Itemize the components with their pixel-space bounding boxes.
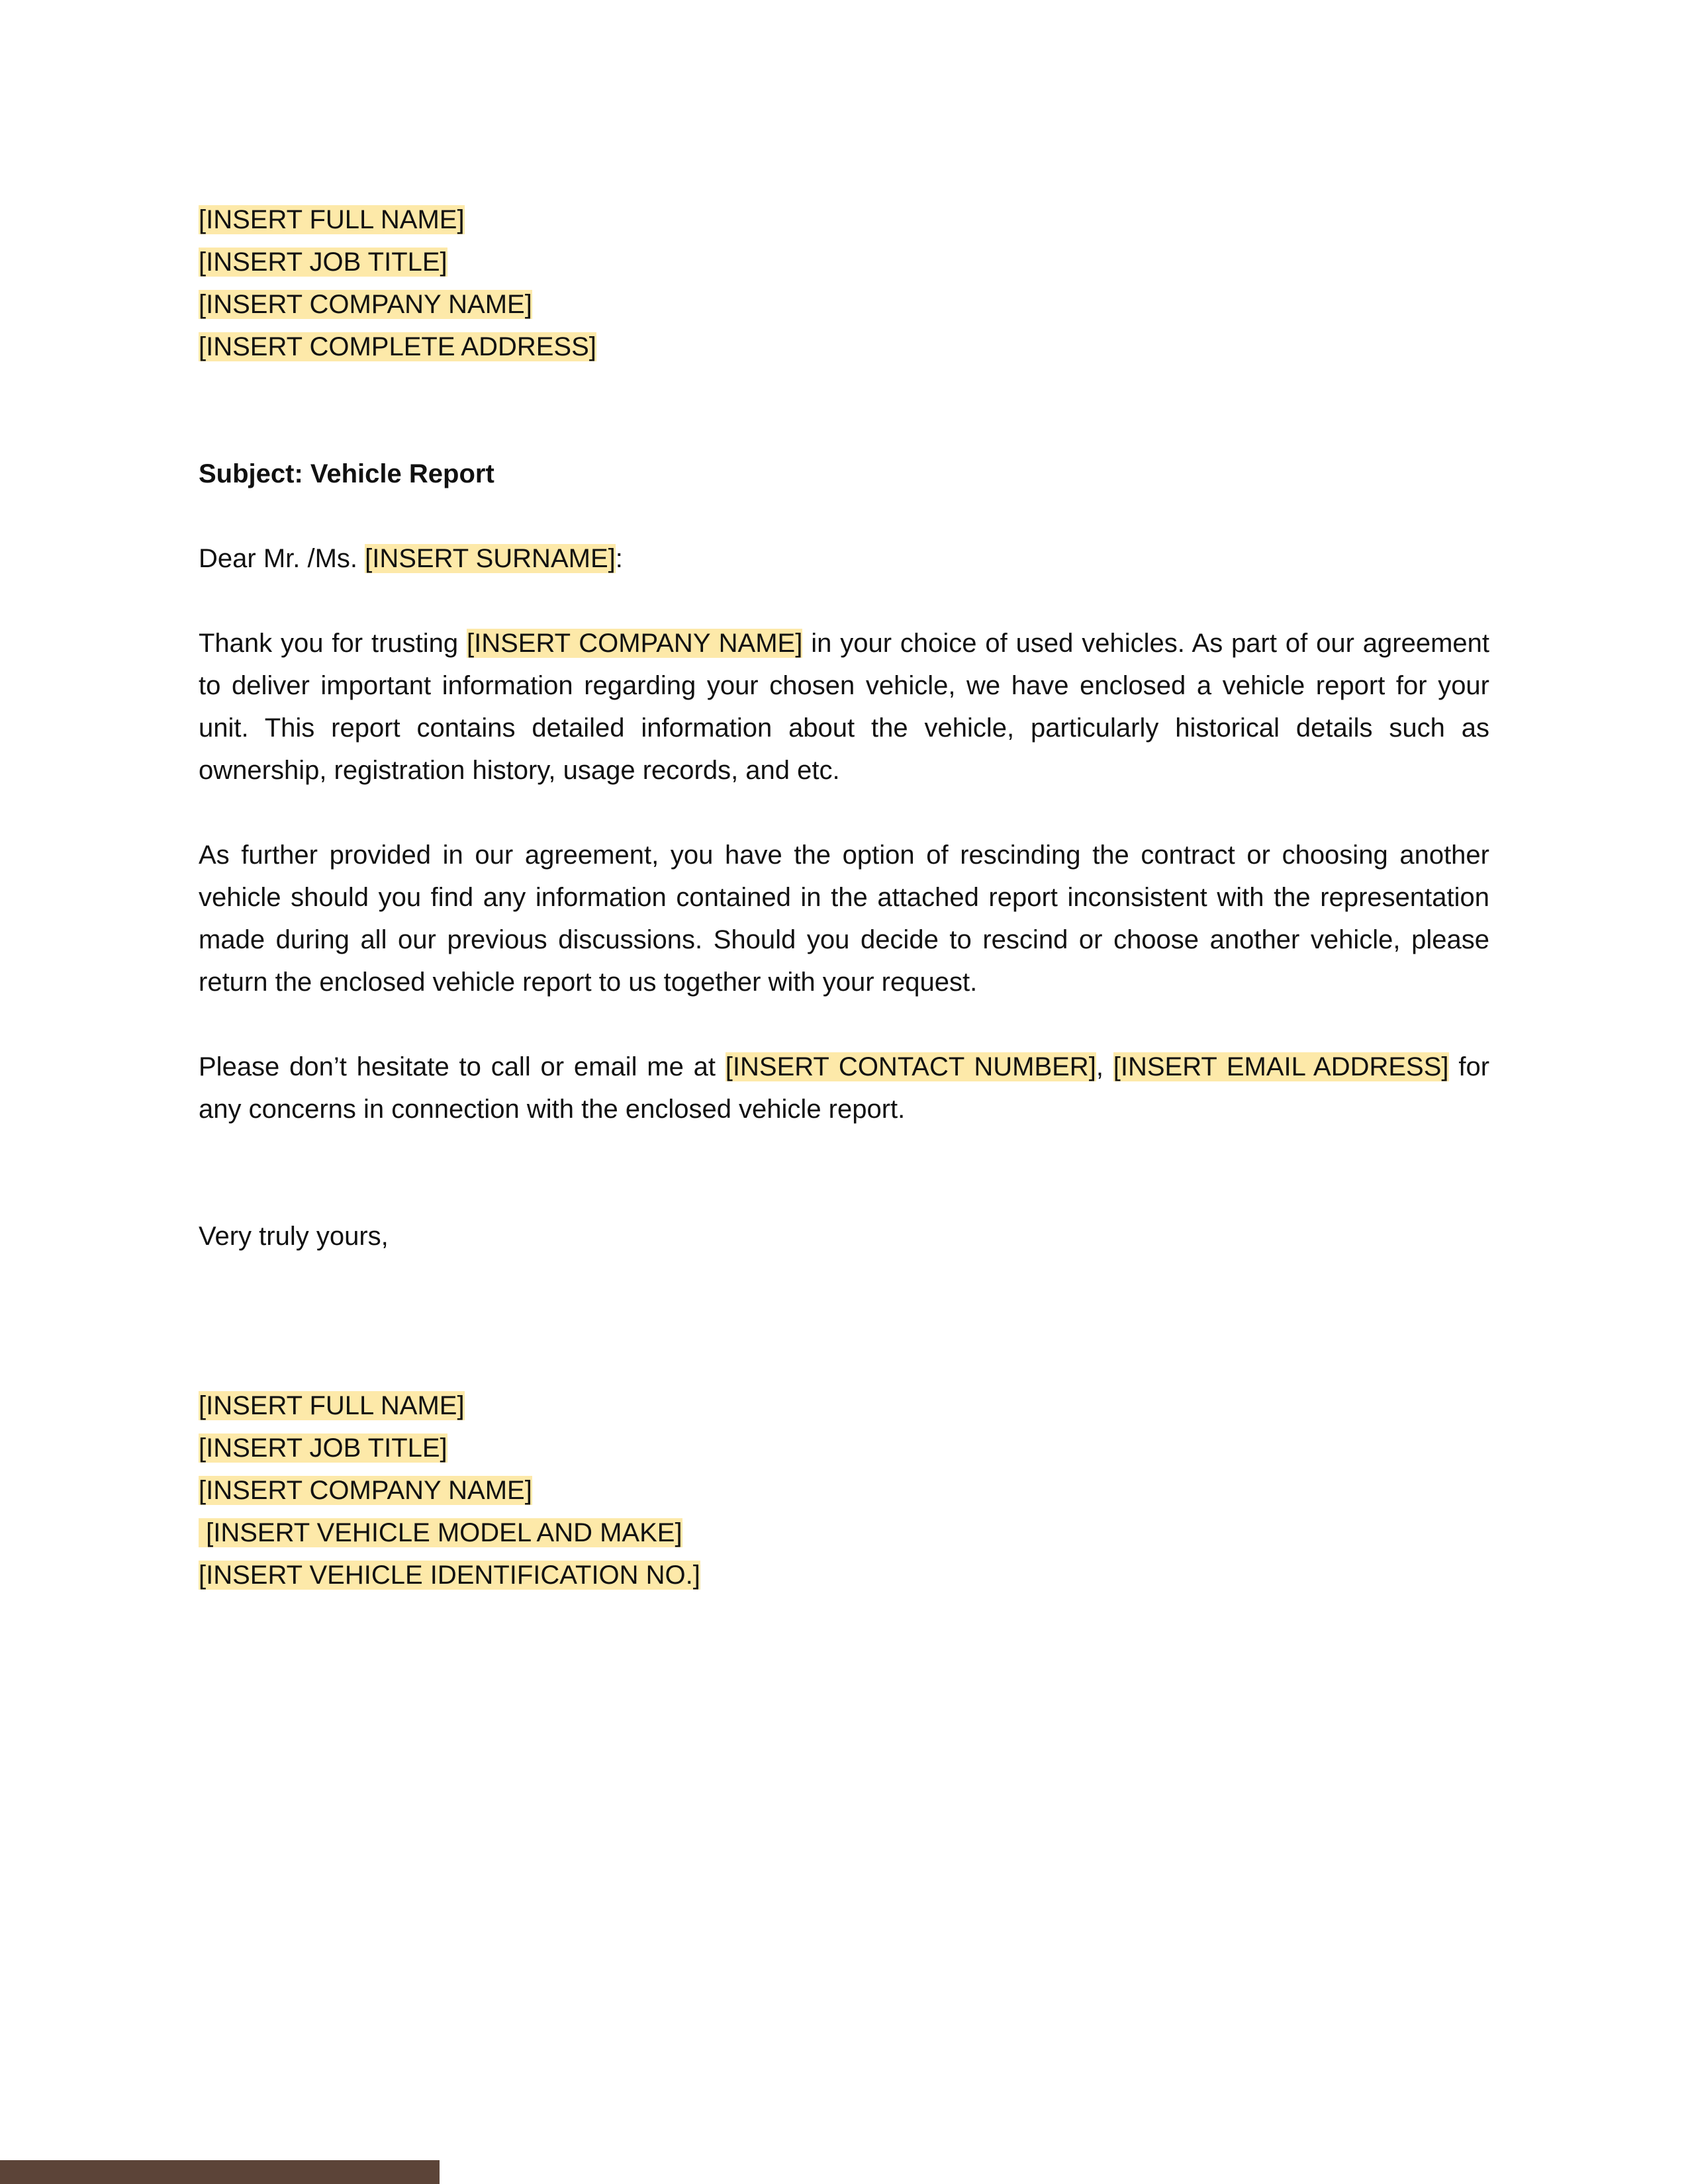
- email-address[interactable]: [INSERT EMAIL ADDRESS]: [1113, 1052, 1449, 1081]
- contact-number[interactable]: [INSERT CONTACT NUMBER]: [725, 1052, 1096, 1081]
- spacer: [199, 368, 1489, 453]
- spacer: [199, 792, 1489, 834]
- sender-company-name[interactable]: [INSERT COMPANY NAME]: [199, 290, 532, 319]
- body-paragraph-1: [199, 622, 1489, 792]
- salutation-prefix: Dear Mr. /Ms.: [199, 544, 365, 573]
- spacer: [199, 495, 1489, 537]
- closing: Very truly yours,: [199, 1222, 389, 1251]
- salutation-surname[interactable]: [INSERT SURNAME]: [365, 544, 616, 573]
- signature-block: [199, 1385, 1489, 1596]
- salutation: [199, 537, 1489, 580]
- paragraph1-before: Thank you for trusting: [199, 629, 467, 658]
- paragraph3-after: for any concerns in connection with the enclosed vehicle report.: [199, 1052, 1490, 1124]
- letter-content: [199, 199, 1489, 1596]
- body-paragraph-2: As further provided in our agreement, you have the option of rescinding the contract or choosing another vehicle should you find any information contained in the attached report inconsistent with the representation made during all our previous discussions. Should you decide to rescind or choose another vehicle, please return the enclosed vehicle report to us together with your request.: [199, 841, 1489, 997]
- subject-line: Subject: Vehicle Report: [199, 459, 494, 488]
- signature-full-name[interactable]: [INSERT FULL NAME]: [199, 1391, 465, 1420]
- spacer: [199, 1257, 1489, 1385]
- signature-company-name[interactable]: [INSERT COMPANY NAME]: [199, 1476, 532, 1505]
- body-paragraph-3: [199, 1046, 1489, 1130]
- signature-job-title[interactable]: [INSERT JOB TITLE]: [199, 1433, 447, 1463]
- spacer: [199, 1003, 1489, 1046]
- salutation-suffix: :: [615, 544, 623, 573]
- sender-address[interactable]: [INSERT COMPLETE ADDRESS]: [199, 332, 596, 361]
- sender-job-title[interactable]: [INSERT JOB TITLE]: [199, 248, 447, 277]
- sender-block: [199, 199, 1489, 368]
- paragraph3-separator: ,: [1096, 1052, 1113, 1081]
- spacer: [199, 580, 1489, 622]
- paragraph1-company[interactable]: [INSERT COMPANY NAME]: [467, 629, 803, 658]
- vehicle-model-make[interactable]: [INSERT VEHICLE MODEL AND MAKE]: [199, 1518, 682, 1547]
- vehicle-identification-number[interactable]: [INSERT VEHICLE IDENTIFICATION NO.]: [199, 1561, 700, 1590]
- paragraph3-before: Please don’t hesitate to call or email me at: [199, 1052, 726, 1081]
- paragraph1-after: in your choice of used vehicles. As part of our agreement to deliver important information regarding your chosen vehicle, we have enclosed a vehicle report for your unit. This report contains detailed information about the vehicle, particularly historical details such as ownership, registration history, usage records, and etc.: [199, 629, 1489, 785]
- sender-full-name[interactable]: [INSERT FULL NAME]: [199, 205, 465, 234]
- footer-bar: [0, 2160, 440, 2184]
- spacer: [199, 1130, 1489, 1215]
